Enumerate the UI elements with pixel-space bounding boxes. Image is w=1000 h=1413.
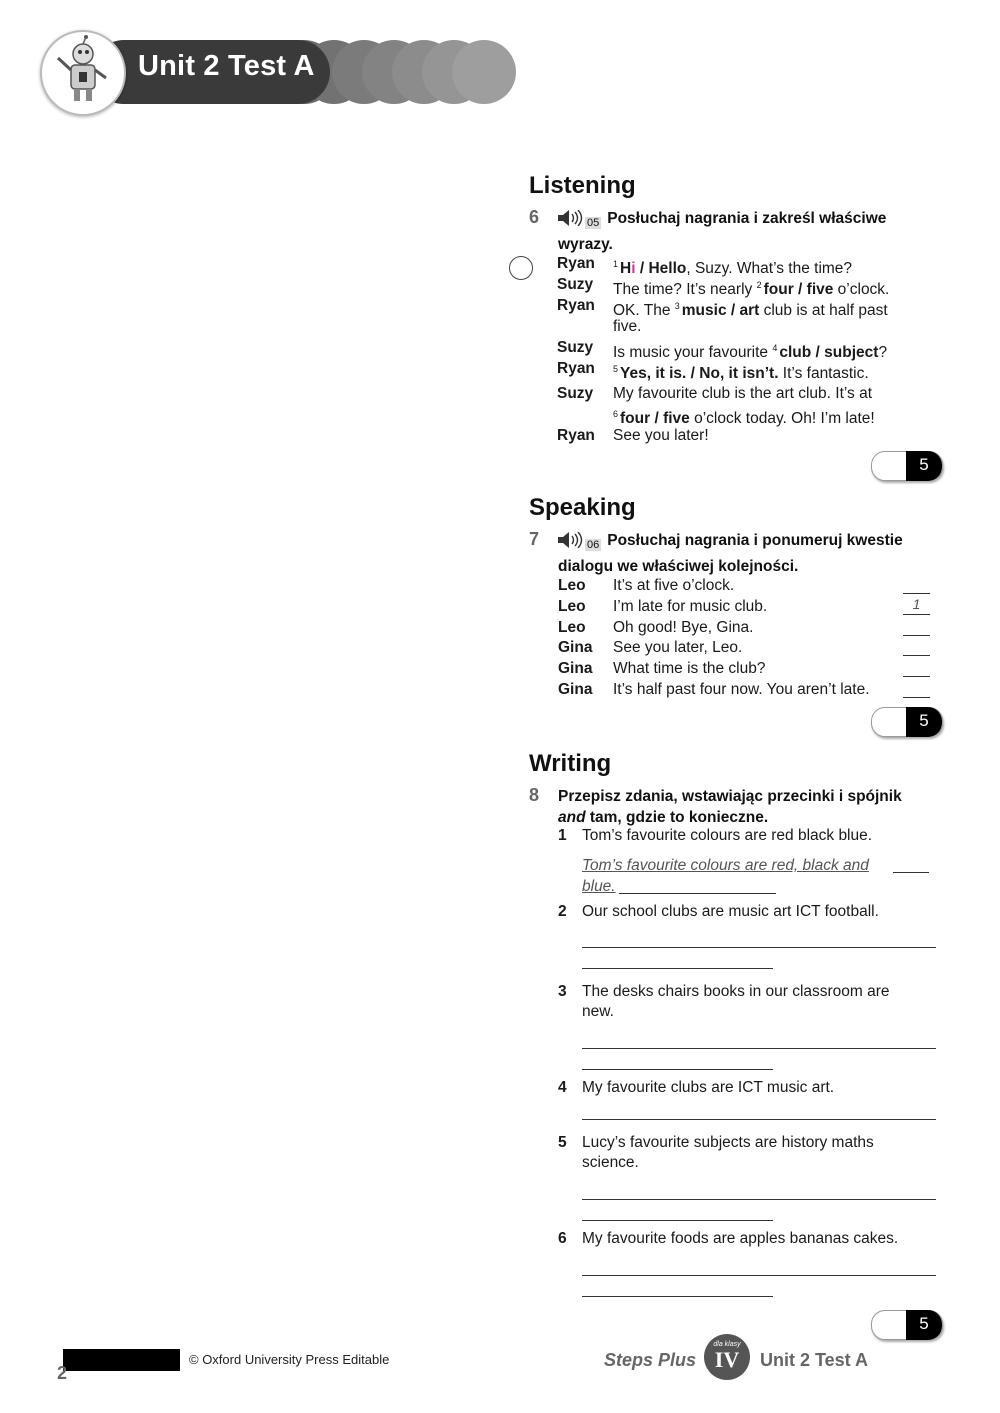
answer-line — [893, 872, 929, 873]
score-box[interactable] — [871, 707, 943, 737]
order-blank[interactable] — [903, 617, 930, 636]
page-number: 2 — [57, 1363, 68, 1383]
score-value: 5 — [906, 451, 942, 481]
order-blank[interactable]: 1 — [903, 596, 930, 615]
page-title: Unit 2 Test A — [138, 50, 315, 82]
answer-line[interactable] — [582, 947, 936, 948]
score-value: 5 — [906, 707, 942, 737]
copyright: © Oxford University Press Editable — [189, 1352, 390, 1367]
question-number: 8 — [529, 785, 540, 805]
section-heading-speaking: Speaking — [529, 494, 636, 521]
audio-speaker-icon[interactable] — [558, 532, 601, 556]
question-number: 6 — [529, 207, 540, 227]
series-name: Steps Plus — [604, 1350, 697, 1370]
dialogue-line: Leo Oh good! Bye, Gina. — [558, 619, 754, 636]
writing-item: 2 Our school clubs are music art ICT football. — [558, 903, 879, 920]
dialogue-line: Leo It’s at five o’clock. — [558, 577, 735, 594]
answer-line[interactable] — [582, 1069, 773, 1070]
footer-unit: Unit 2 Test A — [760, 1350, 869, 1370]
question-instruction: 06 Posłuchaj nagrania i ponumeruj kwestie dialogu we właściwej kolejności. — [558, 532, 903, 575]
dialogue-line: Gina What time is the club? — [558, 660, 766, 677]
footer-redaction — [63, 1349, 180, 1371]
answer-line[interactable] — [582, 1048, 936, 1049]
answer-line[interactable] — [582, 1220, 773, 1221]
dialogue-line: Suzy Is music your favourite $^4$ club / subject? — [557, 339, 888, 361]
track-number: 06 — [587, 539, 600, 551]
dialogue-line: Suzy My favourite club is the art club. It’s at $^6$ four / five o’clock today. Oh! I’m late! — [557, 385, 875, 427]
order-blank[interactable] — [903, 575, 930, 594]
order-blank[interactable] — [903, 637, 930, 656]
answer-line[interactable] — [582, 968, 773, 969]
dialogue-line: Gina It’s half past four now. You aren’t late. — [558, 681, 870, 698]
question-instruction: 05 Posłuchaj nagrania i zakreśl właściwe wyrazy. — [558, 210, 887, 253]
answer-marker[interactable] — [509, 256, 533, 280]
score-value: 5 — [906, 1310, 942, 1340]
score-box[interactable] — [871, 1310, 943, 1340]
dialogue-line: Ryan $^1$ Hi / Hello, Suzy. What’s the time? — [557, 255, 853, 277]
audio-speaker-icon[interactable] — [558, 210, 601, 234]
dialogue-line: Ryan $^5$ Yes, it is. / No, it isn’t. It’s fantastic. — [557, 360, 869, 382]
dialogue-line: Suzy The time? It’s nearly $^2$ four / five o’clock. — [557, 276, 890, 298]
dialogue-line: Leo I’m late for music club. — [558, 598, 768, 615]
track-number: 05 — [587, 217, 600, 229]
answer-line — [619, 893, 776, 894]
dialogue-line: Ryan OK. The $^3$ music / art club is at half past five. — [557, 297, 888, 335]
answer-line[interactable] — [582, 1275, 936, 1276]
dialogue-line: Gina See you later, Leo. — [558, 639, 743, 656]
grade-badge: dla klasy IV — [704, 1334, 750, 1380]
order-blank[interactable] — [903, 679, 930, 698]
example-answer: Tom’s favourite colours are red, black and — [582, 857, 869, 874]
writing-item: 1 Tom’s favourite colours are red black blue. — [558, 827, 873, 844]
answer-line[interactable] — [582, 1119, 936, 1120]
question-instruction: Przepisz zdania, wstawiając przecinki i spójnik and tam, gdzie to konieczne. — [558, 788, 902, 826]
writing-item: 5 Lucy’s favourite subjects are history maths science. — [558, 1134, 874, 1171]
writing-item: 4 My favourite clubs are ICT music art. — [558, 1079, 835, 1096]
question-number: 7 — [529, 529, 540, 549]
robot-mascot-icon — [40, 30, 126, 116]
writing-item: 3 The desks chairs books in our classroom are new. — [558, 983, 890, 1020]
example-answer: blue. — [582, 878, 616, 895]
answer-line[interactable] — [582, 1296, 773, 1297]
order-blank[interactable] — [903, 658, 930, 677]
score-box[interactable] — [871, 451, 943, 481]
section-heading-writing: Writing — [529, 750, 612, 777]
writing-item: 6 My favourite foods are apples bananas cakes. — [558, 1230, 899, 1247]
section-heading-listening: Listening — [529, 172, 636, 199]
answer-line[interactable] — [582, 1199, 936, 1200]
dialogue-line: Ryan See you later! — [557, 427, 709, 444]
